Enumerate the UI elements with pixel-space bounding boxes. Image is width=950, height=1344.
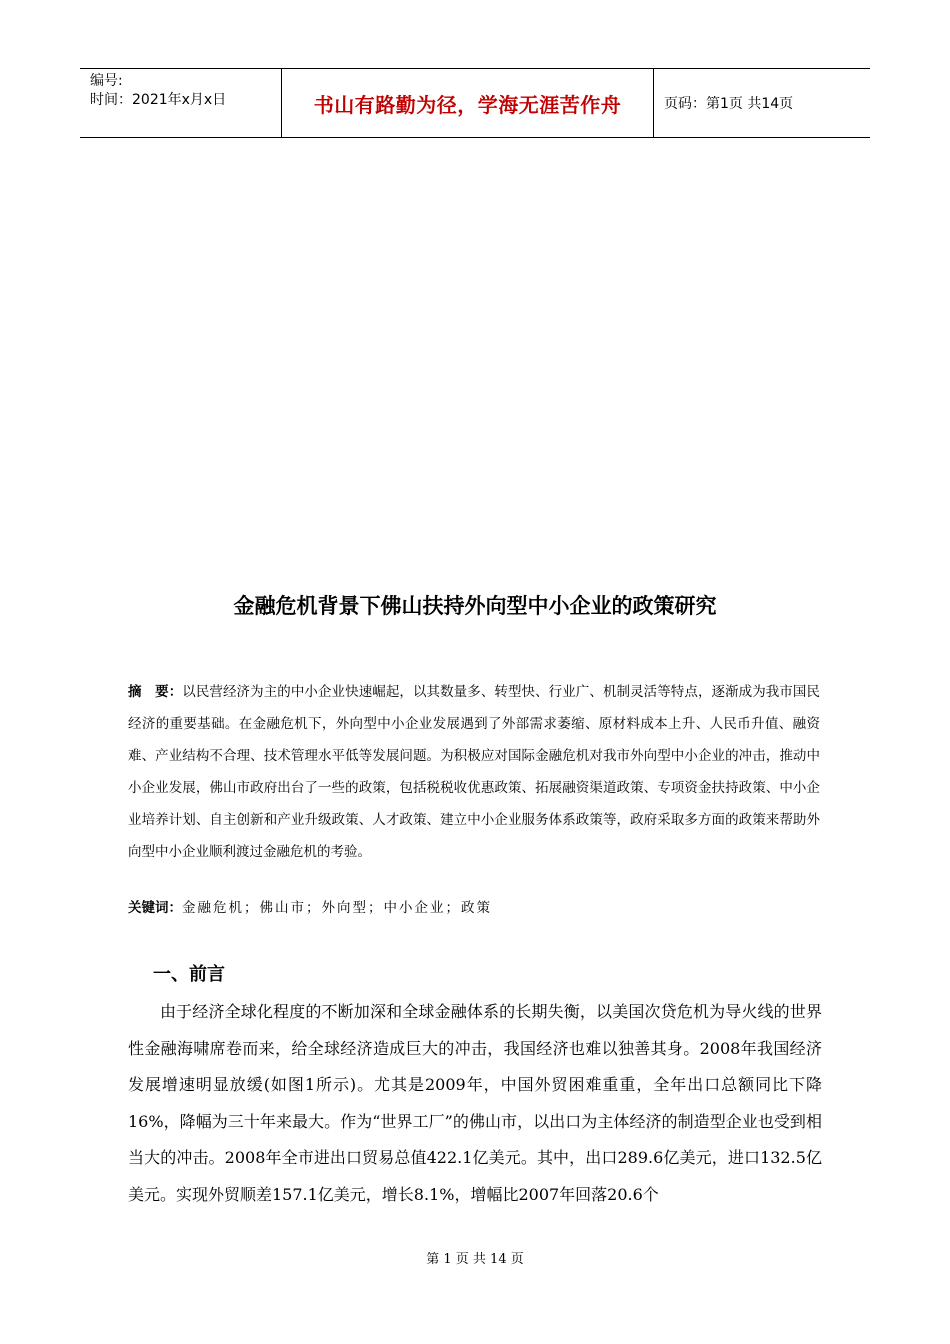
keywords-label: 关键词： xyxy=(128,900,182,916)
document-number-label: 编号: xyxy=(90,73,123,89)
abstract-label: 摘 要： xyxy=(128,684,183,700)
header-page-info: 页码：第1页 共14页 xyxy=(664,96,794,112)
document-title: 金融危机背景下佛山扶持外向型中小企业的政策研究 xyxy=(233,594,717,618)
document-time-label: 时间：2021年x月x日 xyxy=(90,92,227,108)
section-body-text: 由于经济全球化程度的不断加深和全球金融体系的长期失衡，以美国次贷危机为导火线的世界性金融海啸席卷而来，给全球经济造成巨大的冲击，我国经济也难以独善其身。2008年我国经济发展增速明显放缓(如图1所示)。尤其是2009年，中国外贸困难重重，全年出口总额同比下降16%，降幅为三十年来最大。作为“世界工厂”的佛山市，以出口为主体经济的制造型企业也受到相当大的冲击。2008年全市进出口贸易总值422.1亿美元。其中，出口289.6亿美元，进口132.5亿美元。实现外贸顺差157.1亿美元，增长8.1%，增幅比2007年回落20.6个 xyxy=(128,1002,822,1204)
page-footer: 第 1 页 共 14 页 xyxy=(426,1252,524,1267)
abstract-text: 以民营经济为主的中小企业快速崛起，以其数量多、转型快、行业广、机制灵活等特点，逐渐成为我市国民经济的重要基础。在金融危机下，外向型中小企业发展遇到了外部需求萎缩、原材料成本上升、人民币升值、融资难、产业结构不合理、技术管理水平低等发展问题。为积极应对国际金融危机对我市外向型中小企业的冲击，推动中小企业发展，佛山市政府出台了一些的政策，包括税税收优惠政策、拓展融资渠道政策、专项资金扶持政策、中小企业培养计划、自主创新和产业升级政策、人才政策、建立中小企业服务体系政策等，政府采取多方面的政策来帮助外向型中小企业顺利渡过金融危机的考验。 xyxy=(128,684,820,860)
keywords-text: 金融危机；佛山市；外向型；中小企业；政策 xyxy=(182,900,492,916)
header-motto: 书山有路勤为径，学海无涯苦作舟 xyxy=(281,69,654,137)
document-header xyxy=(80,68,870,138)
keywords xyxy=(128,896,492,920)
section-heading: 一、前言 xyxy=(153,964,225,985)
abstract xyxy=(128,676,820,868)
header-meta xyxy=(80,69,281,137)
